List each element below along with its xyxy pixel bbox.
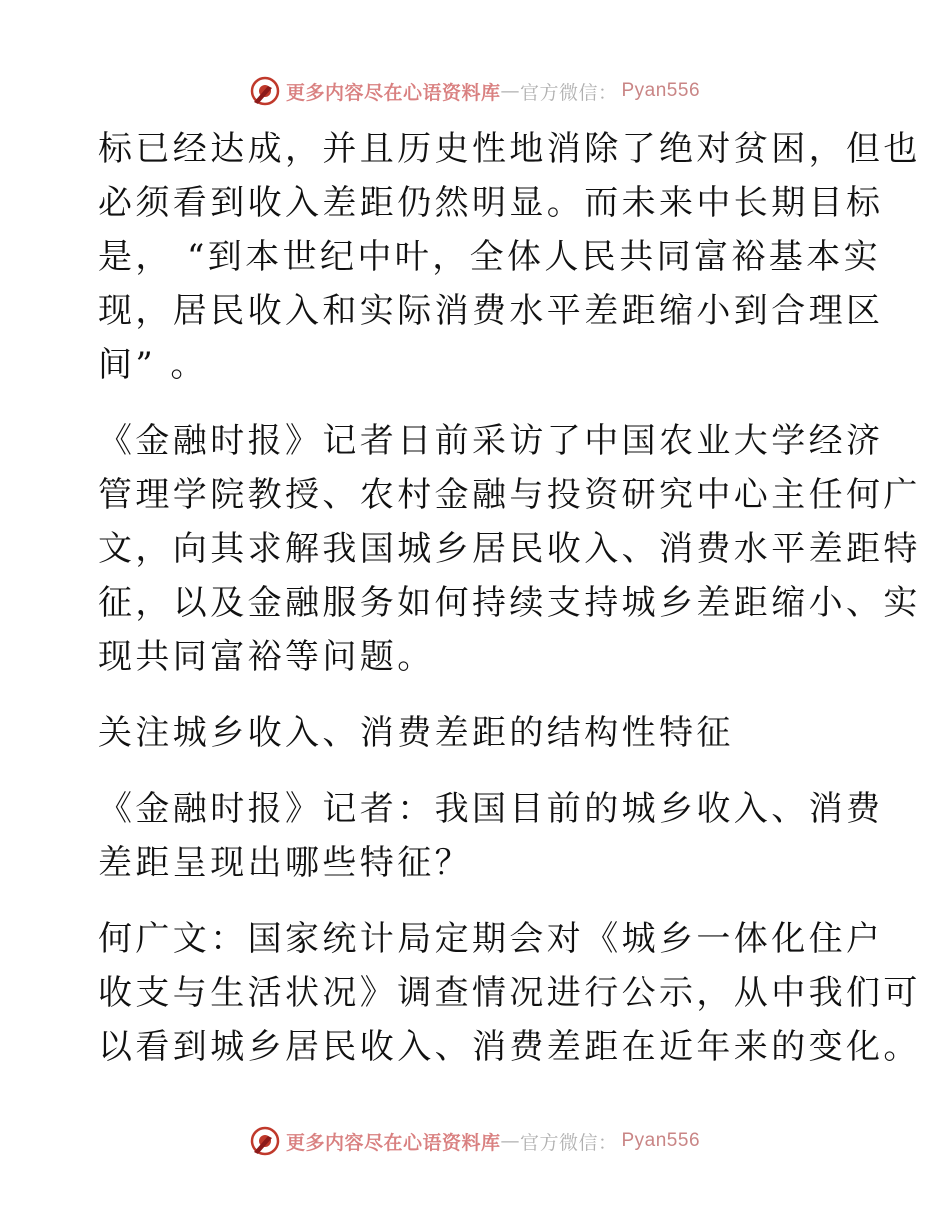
watermark-main-text: 更多内容尽在心语资料库: [285, 81, 501, 104]
text-line: 征，以及金融服务如何持续支持城乡差距缩小、实: [98, 583, 921, 623]
watermark-label: 官方微信：: [519, 1131, 618, 1154]
text-line: 《金融时报》记者：我国目前的城乡收入、消费: [98, 789, 884, 829]
watermark-wechat-id: Pyan556: [621, 80, 701, 101]
document-body: [98, 122, 921, 1074]
text-line: 何广文：国家统计局定期会对《城乡一体化住户: [98, 919, 884, 959]
watermark-wechat-id: Pyan556: [621, 1130, 701, 1151]
text-line: 文，向其求解我国城乡居民收入、消费水平差距特: [98, 529, 921, 569]
text-line: 是， “到本世纪中叶，全体人民共同富裕基本实: [98, 237, 881, 277]
text-line: 现，居民收入和实际消费水平差距缩小到合理区: [98, 291, 884, 331]
text-line: 间” 。: [98, 345, 208, 385]
paragraph: [98, 912, 921, 1074]
text-line: 收支与生活状况》调查情况进行公示，从中我们可: [98, 973, 921, 1013]
watermark-main-text: 更多内容尽在心语资料库: [285, 1131, 501, 1154]
section-heading: [98, 706, 858, 760]
watermark-separator: —: [500, 80, 520, 102]
text-line: 现共同富裕等问题。: [98, 637, 435, 677]
paragraph: [98, 414, 921, 684]
footer-watermark: [0, 1121, 950, 1161]
watermark-separator: —: [500, 1130, 520, 1152]
text-line: 《金融时报》记者日前采访了中国农业大学经济: [98, 421, 884, 461]
text-line: 标已经达成，并且历史性地消除了绝对贫困，但也: [98, 129, 921, 169]
pen-logo-icon: [250, 1126, 280, 1156]
text-line: 必须看到收入差距仍然明显。而未来中长期目标: [98, 183, 884, 223]
paragraph: [98, 782, 884, 890]
text-line: 关注城乡收入、消费差距的结构性特征: [98, 713, 734, 753]
pen-logo-icon: [250, 76, 280, 106]
text-line: 管理学院教授、农村金融与投资研究中心主任何广: [98, 475, 921, 515]
text-line: 以看到城乡居民收入、消费差距在近年来的变化。: [98, 1027, 921, 1067]
watermark-label: 官方微信：: [519, 81, 618, 104]
text-line: 差距呈现出哪些特征？: [98, 843, 472, 883]
paragraph: [98, 122, 921, 392]
header-watermark: [0, 71, 950, 111]
